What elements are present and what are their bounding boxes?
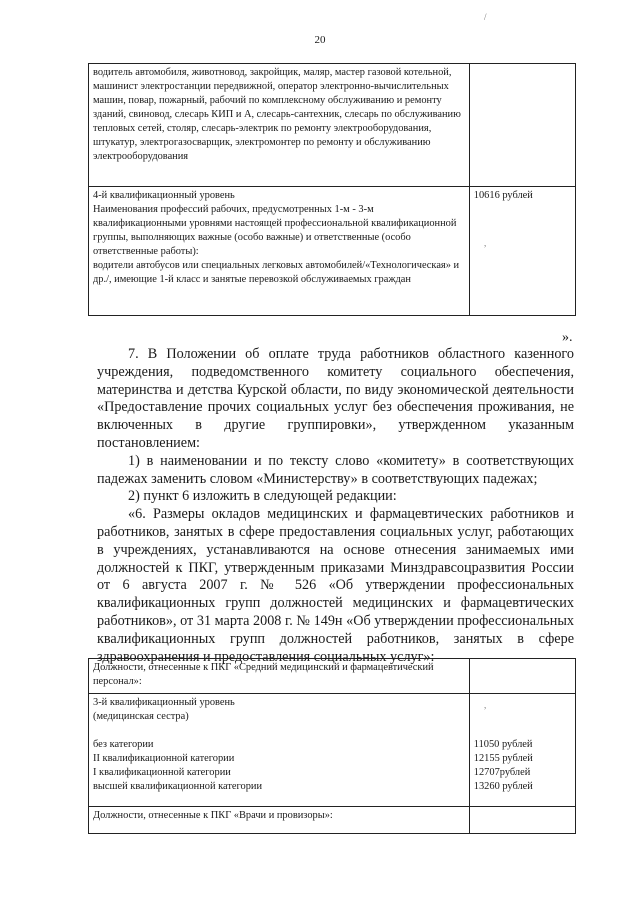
category-label: высшей квалификационной категории [93,781,263,792]
table-row [89,659,576,694]
main-text [97,346,574,666]
salary-table-workers [88,63,576,316]
paragraph-item-2: 2) пункт 6 изложить в следующей редакции: [128,488,397,505]
level-description-drivers: водители автобусов или специальных легковых автомобилей/«Технологическая» и др./, имеющие 1-й класс и занятые перевозкой обслуживаемых граждан [93,260,460,285]
table-cell-salary: 10616 рублей [469,187,575,316]
level-title: 3-й квалификационный уровень [93,697,235,708]
paragraph-item-1: 1) в наименовании и по тексту слово «комитету» в соответствующих падежах заменить словом «Министерству» в соответствующих падежах; [97,452,574,487]
category-label: I квалификационной категории [93,767,231,778]
level-description: Наименования профессий рабочих, предусмотренных 1-м - 3-м квалификационными уровнями настоящей профессиональной квалификационной группы, выполняющих важные (особо важные) и ответственные (особо ответственные работы): [93,204,457,257]
closing-quote: ». [562,330,573,345]
scan-speck-mark: , [484,700,487,710]
category-label: без категории [93,739,154,750]
category-salary: 11050 рублей [473,739,533,750]
table-row [89,187,576,316]
category-label: II квалификационной категории [93,753,235,764]
table-row [89,64,576,187]
category-salary: 13260 рублей [473,781,533,792]
paragraph-point-6: «6. Размеры окладов медицинских и фармацевтических работников и работников, занятых в сфере предоставления социальных услуг, работающих в учреждениях, устанавливаются на основе отнесения занимаемых ими должностей к ПКГ, утвержденным приказами Минздравсоцразвития России от 6 августа 2007 г. № 526 «Об утверждении профессиональных квалификационных групп должностей медицинских и фармацевтических работников», от 31 марта 2008 г. № 149н «Об утверждении профессиональных квалификационных групп должностей работников, занятых в сфере здравоохранения и предоставления социальных услуг»: [97,506,574,665]
category-salary: 12707рублей [473,767,531,778]
table-cell-level-3 [89,694,470,807]
table-row [89,694,576,807]
table-cell-level-4 [89,187,470,316]
table-header-cell: Должности, отнесенные к ПКГ «Средний медицинский и фармацевтический персонал»: [89,659,470,694]
scan-speck-mark: , [484,238,487,248]
level-title: 4-й квалификационный уровень [93,190,235,201]
category-salary: 12155 рублей [473,753,533,764]
table-cell-salary [469,64,575,187]
scan-speck-mark: / [484,12,487,22]
table-footer-cell: Должности, отнесенные к ПКГ «Врачи и провизоры»: [89,807,470,834]
page-number: 20 [314,34,326,46]
table-cell-salary [469,807,575,834]
level-subtitle: (медицинская сестра) [93,711,189,722]
table-cell-salary [469,659,575,694]
table-row [89,807,576,834]
salary-table-medical [88,658,576,834]
paragraph-7: 7. В Положении об оплате труда работников областного казенного учреждения, подведомственного комитету социального обеспечения, материнства и детства Курской области, по виду экономической деятельности «Предоставление прочих социальных услуг без обеспечения проживания, не включенных в другие группировки», утвержденном указанным постановлением: [97,346,574,451]
table-cell-professions: водитель автомобиля, животновод, закройщик, маляр, мастер газовой котельной, машинист электростанции передвижной, оператор электронно-вычислительных машин, повар, пожарный, рабочий по комплексному обслуживанию и ремонту зданий, свиновод, слесарь КИП и А, слесарь-сантехник, слесарь по обслуживанию тепловых сетей, столяр, слесарь-электрик по ремонту электрооборудования, штукатур, электрогазосварщик, электромонтер по ремонту и обслуживанию электрооборудования [89,64,470,187]
table-cell-salaries [469,694,575,807]
